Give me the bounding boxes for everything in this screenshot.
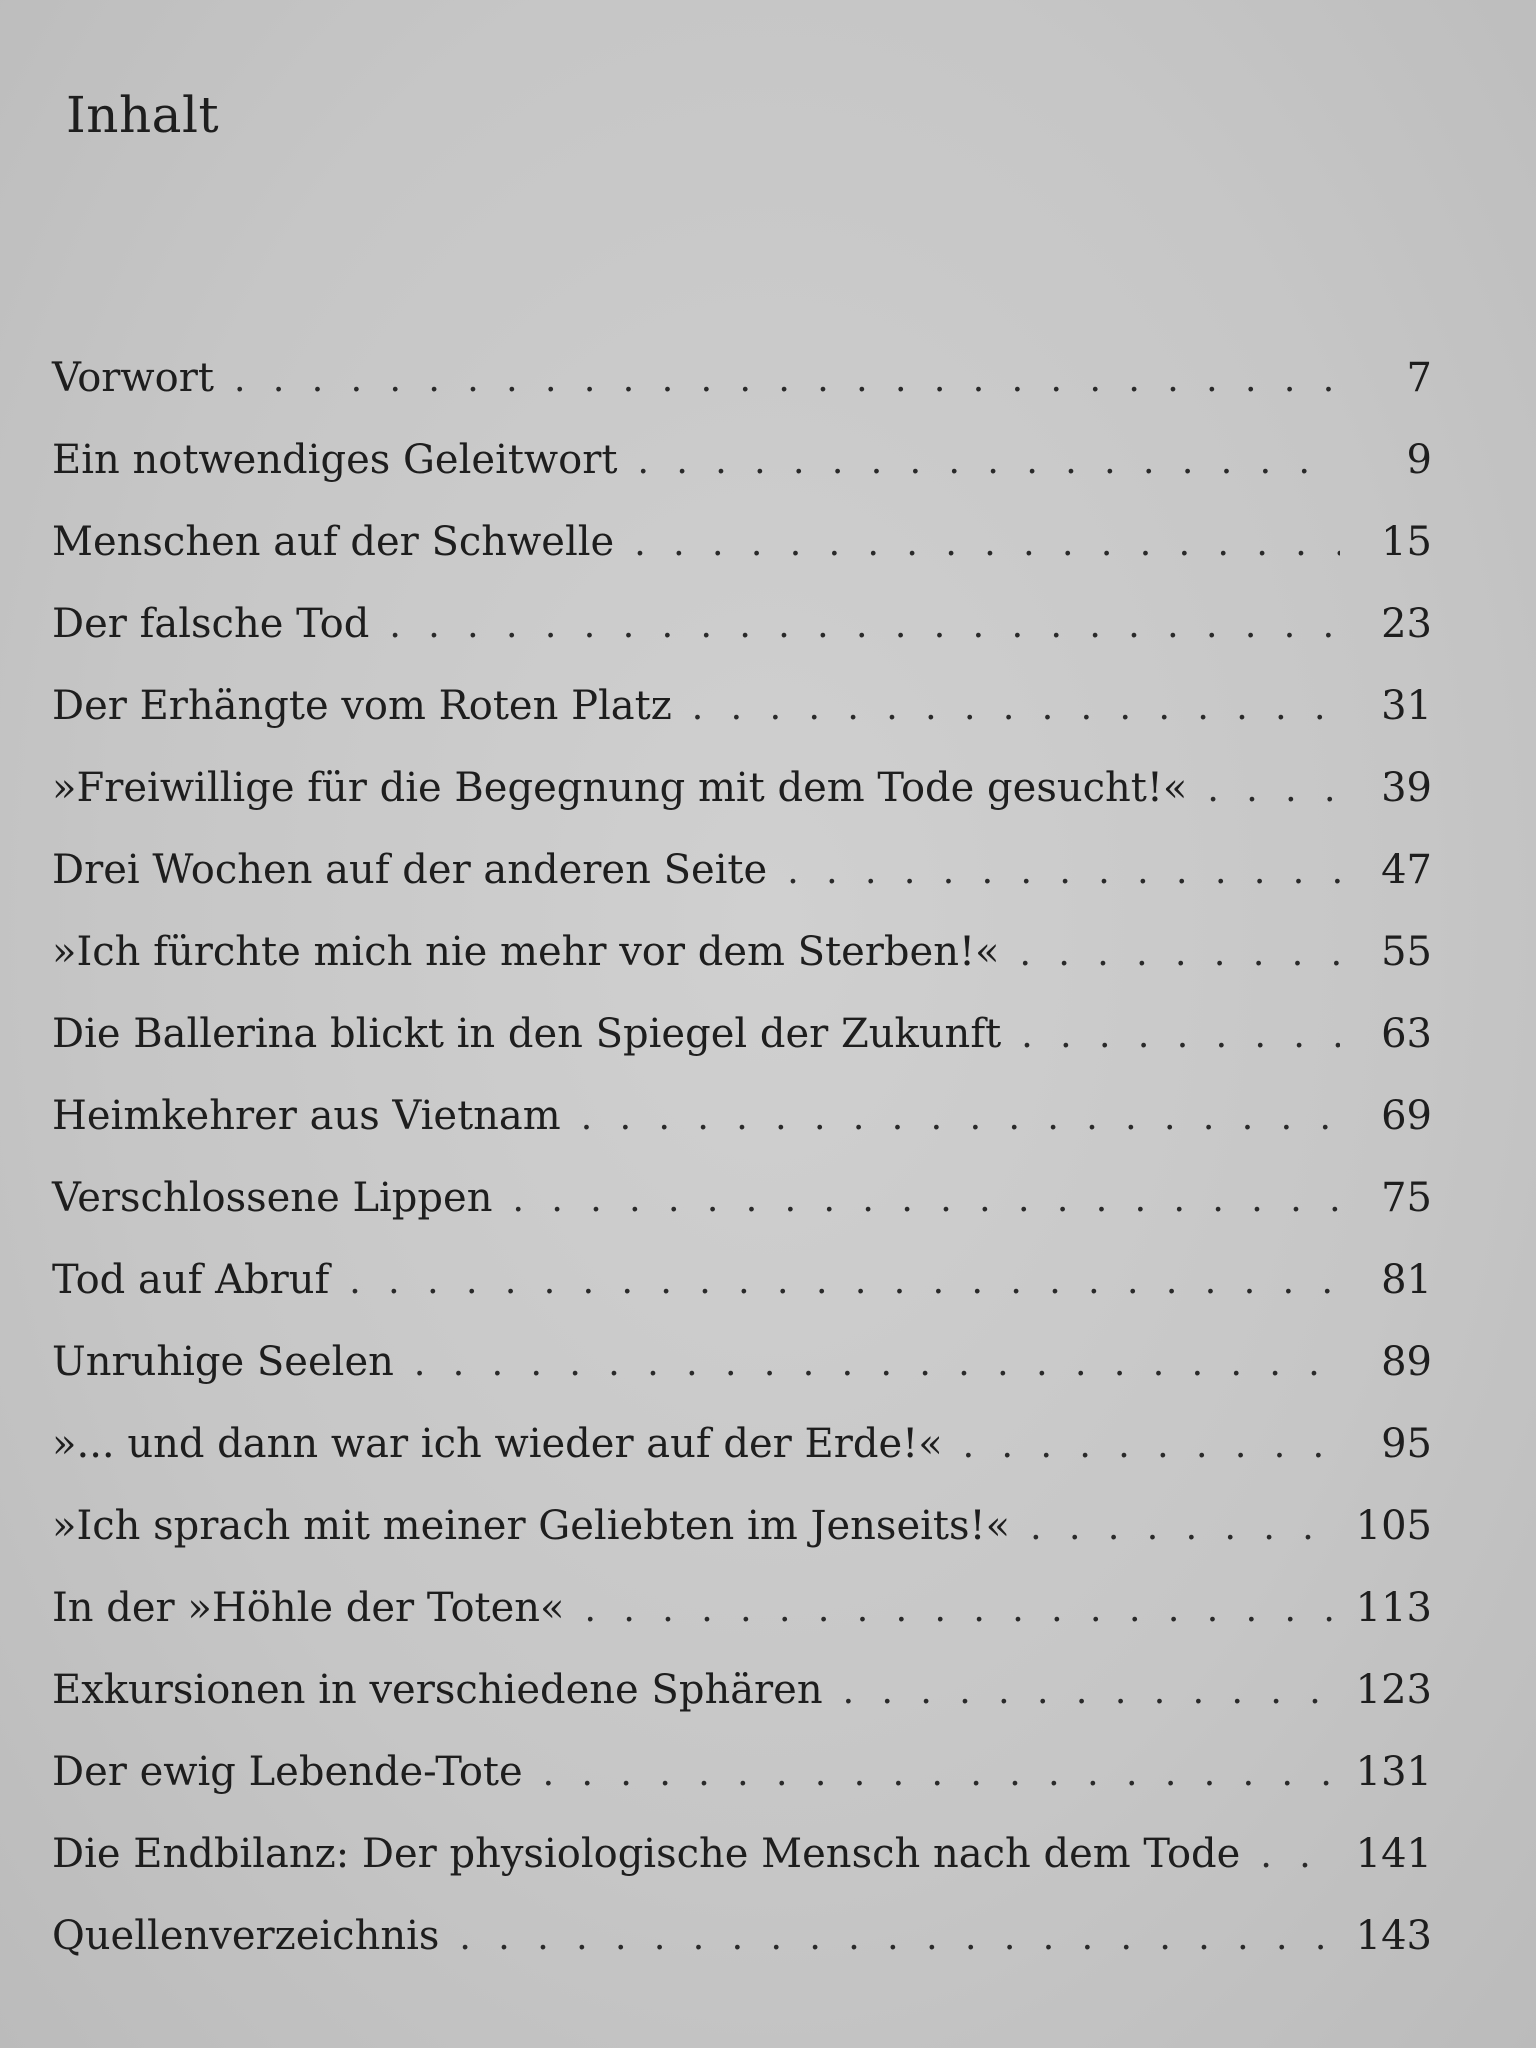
toc-entry-title: »Ich fürchte mich nie mehr vor dem Sterben!« — [52, 929, 1000, 975]
toc-entry-page-number: 47 — [1381, 847, 1432, 893]
toc-entry-page-number: 31 — [1381, 683, 1432, 729]
toc-leader-dots — [963, 1405, 1340, 1487]
toc-entry-page-number: 105 — [1355, 1503, 1432, 1549]
toc-entry — [52, 1239, 1432, 1321]
toc-leader-dots — [637, 421, 1340, 503]
toc-entry-page-number: 55 — [1381, 929, 1432, 975]
toc-leader-dots — [1260, 1815, 1340, 1897]
toc-entry-title: Drei Wochen auf der anderen Seite — [52, 847, 768, 893]
toc-entry-page-number: 113 — [1355, 1585, 1432, 1631]
toc-entry-title: Menschen auf der Schwelle — [52, 519, 615, 565]
toc-leader-dots — [634, 503, 1340, 585]
toc-entry-title: Die Ballerina blickt in den Spiegel der Zukunft — [52, 1011, 1002, 1057]
toc-entry-page-number: 131 — [1355, 1749, 1432, 1795]
toc-leader-dots — [459, 1897, 1340, 1979]
page-title: Inhalt — [66, 86, 220, 144]
toc-leader-dots — [692, 667, 1340, 749]
toc-entry-title: Verschlossene Lippen — [52, 1175, 493, 1221]
toc-entry — [52, 1157, 1432, 1239]
toc-entry — [52, 1075, 1432, 1157]
toc-entry — [52, 1321, 1432, 1403]
toc-entry — [52, 337, 1432, 419]
toc-entry — [52, 911, 1432, 993]
toc-entry — [52, 1731, 1432, 1813]
toc-leader-dots — [543, 1733, 1340, 1815]
toc-entry — [52, 1649, 1432, 1731]
toc-entry-title: Die Endbilanz: Der physiologische Mensch nach dem Tode — [52, 1831, 1241, 1877]
toc-entry-title: In der »Höhle der Toten« — [52, 1585, 565, 1631]
toc-leader-dots — [234, 339, 1340, 421]
toc-entry-title: Der falsche Tod — [52, 601, 370, 647]
toc-entry-page-number: 123 — [1355, 1667, 1432, 1713]
toc-entry-title: »Ich sprach mit meiner Geliebten im Jenseits!« — [52, 1503, 1011, 1549]
toc-entry-page-number: 89 — [1381, 1339, 1432, 1385]
toc-entry-page-number: 9 — [1406, 437, 1432, 483]
toc-leader-dots — [1020, 913, 1341, 995]
toc-leader-dots — [581, 1077, 1340, 1159]
toc-entry-page-number: 23 — [1381, 601, 1432, 647]
toc-entry-title: »... und dann war ich wieder auf der Erde!« — [52, 1421, 943, 1467]
toc-leader-dots — [349, 1241, 1340, 1323]
toc-entry-page-number: 75 — [1381, 1175, 1432, 1221]
toc-entry-title: Heimkehrer aus Vietnam — [52, 1093, 561, 1139]
toc-entry-title: Ein notwendiges Geleitwort — [52, 437, 618, 483]
toc-entry-title: Exkursionen in verschiedene Sphären — [52, 1667, 823, 1713]
toc-leader-dots — [1030, 1487, 1340, 1569]
toc-entry — [52, 1813, 1432, 1895]
toc-entry-page-number: 15 — [1381, 519, 1432, 565]
toc-entry-title: Quellenverzeichnis — [52, 1913, 440, 1959]
toc-entry-page-number: 95 — [1381, 1421, 1432, 1467]
toc-entry — [52, 993, 1432, 1075]
toc-entry-title: »Freiwillige für die Begegnung mit dem Tode gesucht!« — [52, 765, 1188, 811]
toc-entry-page-number: 63 — [1381, 1011, 1432, 1057]
toc-leader-dots — [414, 1323, 1340, 1405]
table-of-contents — [52, 337, 1432, 1977]
toc-entry-page-number: 143 — [1355, 1913, 1432, 1959]
toc-leader-dots — [843, 1651, 1340, 1733]
toc-entry — [52, 1485, 1432, 1567]
toc-entry-title: Der Erhängte vom Roten Platz — [52, 683, 672, 729]
toc-entry — [52, 1895, 1432, 1977]
toc-entry — [52, 1567, 1432, 1649]
toc-entry-page-number: 69 — [1381, 1093, 1432, 1139]
toc-entry-page-number: 39 — [1381, 765, 1432, 811]
toc-entry-page-number: 7 — [1406, 355, 1432, 401]
toc-entry — [52, 419, 1432, 501]
toc-entry-title: Der ewig Lebende-Tote — [52, 1749, 523, 1795]
toc-leader-dots — [389, 585, 1340, 667]
toc-entry — [52, 501, 1432, 583]
toc-leader-dots — [787, 831, 1340, 913]
toc-entry — [52, 1403, 1432, 1485]
toc-entry-title: Vorwort — [52, 355, 214, 401]
toc-entry — [52, 747, 1432, 829]
toc-entry-page-number: 81 — [1381, 1257, 1432, 1303]
toc-leader-dots — [585, 1569, 1340, 1651]
toc-leader-dots — [1021, 995, 1340, 1077]
toc-entry-title: Tod auf Abruf — [52, 1257, 330, 1303]
toc-leader-dots — [1207, 749, 1340, 831]
toc-leader-dots — [512, 1159, 1340, 1241]
toc-entry-page-number: 141 — [1355, 1831, 1432, 1877]
toc-entry — [52, 583, 1432, 665]
toc-entry — [52, 665, 1432, 747]
toc-entry-title: Unruhige Seelen — [52, 1339, 394, 1385]
toc-entry — [52, 829, 1432, 911]
